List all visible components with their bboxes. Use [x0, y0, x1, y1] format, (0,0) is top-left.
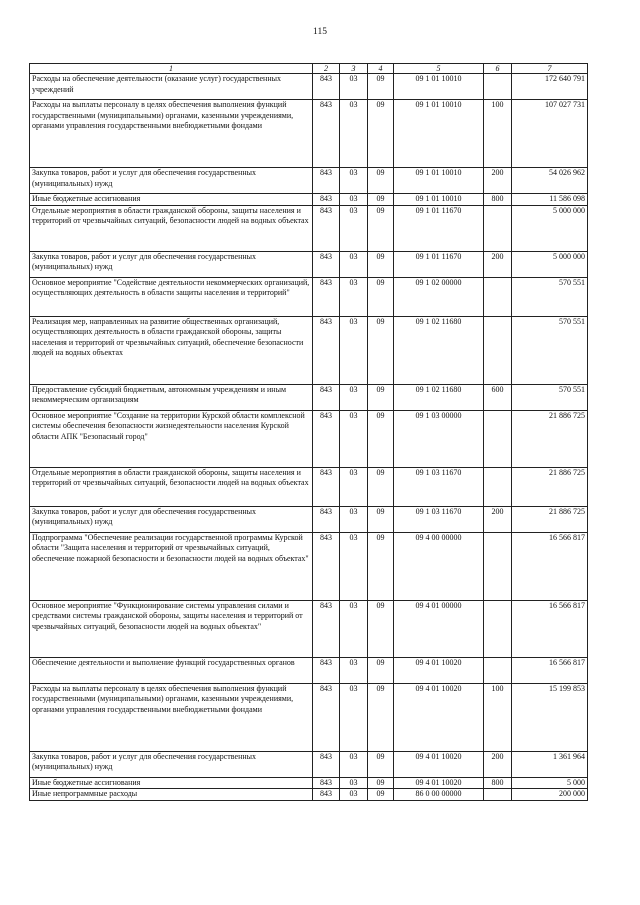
- row-name: Закупка товаров, работ и услуг для обеспечения государственных (муниципальных) нужд: [30, 751, 313, 777]
- row-rz: 03: [340, 600, 368, 657]
- row-sum: 5 000 000: [512, 205, 588, 251]
- row-gr: 843: [313, 100, 340, 168]
- table-row: [30, 600, 588, 657]
- row-gr: 843: [313, 657, 340, 683]
- row-rz: 03: [340, 205, 368, 251]
- row-sum: 21 886 725: [512, 506, 588, 532]
- row-vr: [484, 205, 512, 251]
- row-name: Отдельные мероприятия в области гражданской обороны, защиты населения и территорий от чрезвычайных ситуаций, безопасности людей на водных объектах: [30, 205, 313, 251]
- row-csr: 09 4 01 00000: [394, 600, 484, 657]
- row-csr: 09 1 02 11680: [394, 384, 484, 410]
- row-gr: 843: [313, 751, 340, 777]
- row-pr: 09: [368, 506, 394, 532]
- row-rz: 03: [340, 683, 368, 751]
- budget-table: [29, 63, 588, 801]
- row-rz: 03: [340, 74, 368, 100]
- table-row: [30, 194, 588, 206]
- row-pr: 09: [368, 100, 394, 168]
- table-row: [30, 100, 588, 168]
- table-row: [30, 168, 588, 194]
- row-sum: 15 199 853: [512, 683, 588, 751]
- row-rz: 03: [340, 410, 368, 467]
- row-csr: 09 1 02 00000: [394, 277, 484, 316]
- row-csr: 09 1 03 00000: [394, 410, 484, 467]
- row-name: Основное мероприятие "Создание на территории Курской области комплексной системы обеспечения безопасности жизнедеятельности населения Курской области АПК "Безопасный город": [30, 410, 313, 467]
- row-vr: 800: [484, 777, 512, 789]
- row-gr: 843: [313, 194, 340, 206]
- row-pr: 09: [368, 316, 394, 384]
- row-rz: 03: [340, 384, 368, 410]
- row-name: Подпрограмма "Обеспечение реализации государственной программы Курской области "Защита населения и территорий от чрезвычайных ситуаций, обеспечение пожарной безопасности и безопасности людей на водных объектах": [30, 532, 313, 600]
- row-sum: 21 886 725: [512, 467, 588, 506]
- row-sum: 570 551: [512, 316, 588, 384]
- row-pr: 09: [368, 168, 394, 194]
- row-pr: 09: [368, 74, 394, 100]
- row-vr: [484, 410, 512, 467]
- row-name: Основное мероприятие "Содействие деятельности некоммерческих организаций, осуществляющих деятельность в области защиты населения и территорий": [30, 277, 313, 316]
- row-vr: [484, 316, 512, 384]
- row-gr: 843: [313, 789, 340, 801]
- row-pr: 09: [368, 657, 394, 683]
- row-gr: 843: [313, 205, 340, 251]
- row-vr: [484, 657, 512, 683]
- row-pr: 09: [368, 777, 394, 789]
- row-sum: 21 886 725: [512, 410, 588, 467]
- table-row: [30, 777, 588, 789]
- row-sum: 5 000: [512, 777, 588, 789]
- row-rz: 03: [340, 251, 368, 277]
- row-gr: 843: [313, 600, 340, 657]
- row-pr: 09: [368, 410, 394, 467]
- row-name: Расходы на выплаты персоналу в целях обеспечения выполнения функций государственными (муниципальными) органами, казенными учреждениями, органами управления государственными внебюджетными фондами: [30, 100, 313, 168]
- row-rz: 03: [340, 657, 368, 683]
- header-col-csr: 5: [394, 64, 484, 74]
- row-name: Расходы на выплаты персоналу в целях обеспечения выполнения функций государственными (муниципальными) органами, казенными учреждениями, органами управления государственными внебюджетными фондами: [30, 683, 313, 751]
- header-col-gr: 2: [313, 64, 340, 74]
- row-gr: 843: [313, 683, 340, 751]
- row-gr: 843: [313, 777, 340, 789]
- row-rz: 03: [340, 168, 368, 194]
- row-sum: 107 027 731: [512, 100, 588, 168]
- row-pr: 09: [368, 683, 394, 751]
- row-rz: 03: [340, 777, 368, 789]
- row-name: Обеспечение деятельности и выполнение функций государственных органов: [30, 657, 313, 683]
- table-row: [30, 751, 588, 777]
- row-name: Отдельные мероприятия в области гражданской обороны, защиты населения и территорий от чрезвычайных ситуаций, безопасности людей на водных объектах: [30, 467, 313, 506]
- row-csr: 09 1 01 10010: [394, 74, 484, 100]
- row-vr: [484, 789, 512, 801]
- table-row: [30, 251, 588, 277]
- row-name: Предоставление субсидий бюджетным, автономным учреждениям и иным некоммерческим организациям: [30, 384, 313, 410]
- row-pr: 09: [368, 789, 394, 801]
- table-row: [30, 410, 588, 467]
- row-gr: 843: [313, 316, 340, 384]
- row-rz: 03: [340, 316, 368, 384]
- row-rz: 03: [340, 194, 368, 206]
- row-gr: 843: [313, 467, 340, 506]
- row-csr: 09 1 01 11670: [394, 251, 484, 277]
- row-gr: 843: [313, 277, 340, 316]
- row-vr: 200: [484, 168, 512, 194]
- row-pr: 09: [368, 600, 394, 657]
- row-name: Основное мероприятие "Функционирование системы управления силами и средствами системы гражданской обороны, защиты населения и территорий от чрезвычайных ситуаций, безопасности людей на водных объектах": [30, 600, 313, 657]
- row-name: Закупка товаров, работ и услуг для обеспечения государственных (муниципальных) нужд: [30, 506, 313, 532]
- table-row: [30, 532, 588, 600]
- row-gr: 843: [313, 251, 340, 277]
- row-rz: 03: [340, 532, 368, 600]
- row-vr: 800: [484, 194, 512, 206]
- row-csr: 09 4 01 10020: [394, 657, 484, 683]
- header-row: [30, 64, 588, 74]
- row-gr: 843: [313, 74, 340, 100]
- row-sum: 200 000: [512, 789, 588, 801]
- row-vr: 100: [484, 683, 512, 751]
- row-vr: 100: [484, 100, 512, 168]
- row-csr: 09 4 00 00000: [394, 532, 484, 600]
- row-sum: 1 361 964: [512, 751, 588, 777]
- row-sum: 16 566 817: [512, 532, 588, 600]
- table-row: [30, 789, 588, 801]
- row-csr: 09 4 01 10020: [394, 777, 484, 789]
- row-rz: 03: [340, 506, 368, 532]
- row-rz: 03: [340, 789, 368, 801]
- table-row: [30, 467, 588, 506]
- row-csr: 09 4 01 10020: [394, 683, 484, 751]
- row-csr: 09 1 01 10010: [394, 194, 484, 206]
- header-col-pr: 4: [368, 64, 394, 74]
- row-sum: 570 551: [512, 277, 588, 316]
- row-csr: 09 1 01 10010: [394, 100, 484, 168]
- table-row: [30, 205, 588, 251]
- row-pr: 09: [368, 751, 394, 777]
- row-csr: 09 1 03 11670: [394, 467, 484, 506]
- row-csr: 09 4 01 10020: [394, 751, 484, 777]
- row-gr: 843: [313, 410, 340, 467]
- row-name: Иные бюджетные ассигнования: [30, 194, 313, 206]
- row-name: Реализация мер, направленных на развитие общественных организаций, осуществляющих деятельность в области гражданской обороны, защиты населения и территорий от чрезвычайных ситуаций, обеспечение безопасности людей на водных объектах: [30, 316, 313, 384]
- table-row: [30, 683, 588, 751]
- row-sum: 16 566 817: [512, 600, 588, 657]
- page-number: 115: [313, 27, 327, 37]
- row-name: Закупка товаров, работ и услуг для обеспечения государственных (муниципальных) нужд: [30, 251, 313, 277]
- row-sum: 5 000 000: [512, 251, 588, 277]
- header-col-vr: 6: [484, 64, 512, 74]
- row-gr: 843: [313, 506, 340, 532]
- header-col-rz: 3: [340, 64, 368, 74]
- row-vr: [484, 74, 512, 100]
- row-rz: 03: [340, 751, 368, 777]
- row-rz: 03: [340, 277, 368, 316]
- row-rz: 03: [340, 467, 368, 506]
- table-row: [30, 277, 588, 316]
- row-csr: 09 1 01 11670: [394, 205, 484, 251]
- row-pr: 09: [368, 467, 394, 506]
- row-vr: 200: [484, 506, 512, 532]
- row-sum: 54 026 962: [512, 168, 588, 194]
- row-gr: 843: [313, 168, 340, 194]
- row-gr: 843: [313, 384, 340, 410]
- row-sum: 172 640 791: [512, 74, 588, 100]
- row-name: Иные непрограммные расходы: [30, 789, 313, 801]
- row-rz: 03: [340, 100, 368, 168]
- row-csr: 09 1 01 10010: [394, 168, 484, 194]
- row-gr: 843: [313, 532, 340, 600]
- row-pr: 09: [368, 205, 394, 251]
- row-vr: 200: [484, 751, 512, 777]
- row-name: Закупка товаров, работ и услуг для обеспечения государственных (муниципальных) нужд: [30, 168, 313, 194]
- table-row: [30, 506, 588, 532]
- row-pr: 09: [368, 251, 394, 277]
- row-name: Иные бюджетные ассигнования: [30, 777, 313, 789]
- row-pr: 09: [368, 277, 394, 316]
- row-vr: [484, 532, 512, 600]
- header-col-name: 1: [30, 64, 313, 74]
- table-row: [30, 74, 588, 100]
- row-name: Расходы на обеспечение деятельности (оказание услуг) государственных учреждений: [30, 74, 313, 100]
- row-csr: 86 0 00 00000: [394, 789, 484, 801]
- row-sum: 11 586 098: [512, 194, 588, 206]
- table-row: [30, 384, 588, 410]
- row-vr: [484, 467, 512, 506]
- row-pr: 09: [368, 532, 394, 600]
- row-pr: 09: [368, 384, 394, 410]
- row-vr: 600: [484, 384, 512, 410]
- row-sum: 570 551: [512, 384, 588, 410]
- header-col-sum: 7: [512, 64, 588, 74]
- row-vr: 200: [484, 251, 512, 277]
- row-vr: [484, 600, 512, 657]
- row-pr: 09: [368, 194, 394, 206]
- row-csr: 09 1 02 11680: [394, 316, 484, 384]
- row-csr: 09 1 03 11670: [394, 506, 484, 532]
- table-row: [30, 657, 588, 683]
- row-vr: [484, 277, 512, 316]
- row-sum: 16 566 817: [512, 657, 588, 683]
- table-row: [30, 316, 588, 384]
